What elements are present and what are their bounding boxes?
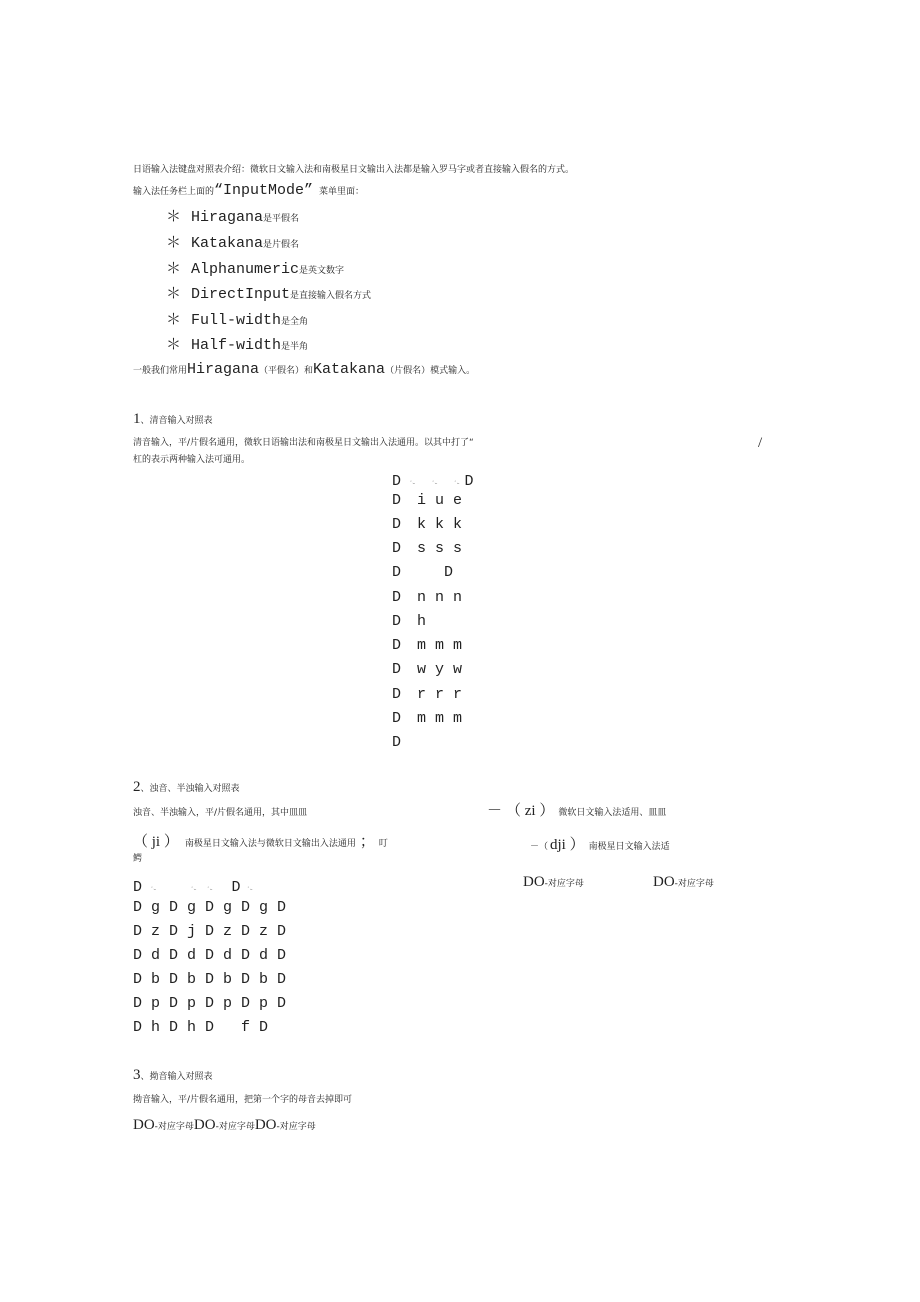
head-mark: ﾞｰ — [191, 887, 197, 893]
zi-dash: － — [487, 803, 503, 819]
row-letters: m m m — [417, 710, 463, 727]
row-letters: D — [417, 564, 454, 581]
dakuon-row: D g D g D g D g D — [133, 899, 287, 916]
mode-item — [166, 313, 308, 328]
usual-mode-line — [133, 362, 475, 377]
section-1-desc-1: 清音输入，平/片假名通用，微软日语输出法和南极星日文输出入法通用。以其中打了“ — [133, 438, 474, 448]
dakuon-row: D z D j D z D z D — [133, 923, 287, 940]
row-lead: D — [392, 637, 402, 654]
kana-row — [392, 660, 462, 677]
row-letters: k k k — [417, 516, 463, 533]
kana-row — [392, 709, 462, 726]
usual-mid: （平假名）和 — [259, 366, 314, 376]
header-mark: ﾞｰ — [454, 481, 460, 487]
section-2-heading — [133, 780, 240, 795]
section-1-desc-2: 杠的表示两种输入法可通用。 — [133, 455, 251, 465]
section-3-title: 、拗音输入对照表 — [140, 1072, 213, 1082]
usual-term-hiragana: Hiragana — [187, 361, 260, 378]
col-b-code: DO — [653, 874, 675, 890]
row-lead: D — [392, 492, 402, 509]
bullet-star-icon: ＊ — [166, 286, 182, 303]
header-mark: ﾞｰ — [410, 481, 416, 487]
kana-row — [392, 733, 417, 750]
zi-note — [487, 804, 666, 819]
row-letters: s s s — [417, 540, 463, 557]
mode-term: DirectInput — [191, 286, 291, 303]
section-3-desc: 拗音输入，平/片假名通用，把第一个字的母音去掉即可 — [133, 1095, 353, 1105]
row-letters: m m m — [417, 637, 463, 654]
kana-row — [392, 636, 462, 653]
ji-note — [133, 835, 388, 850]
bullet-star-icon: ＊ — [166, 235, 182, 252]
mode-term: Katakana — [191, 235, 264, 252]
usual-pre: 一般我们常用 — [133, 366, 188, 376]
kana-row — [392, 563, 453, 580]
youon-code: DO — [133, 1117, 155, 1133]
dakuon-head-mid: D — [231, 879, 241, 896]
dji-note — [530, 838, 670, 853]
dakuon-row: D b D b D b D b D — [133, 971, 287, 988]
intro-line-2-pre: 输入法任务栏上面的 — [133, 187, 215, 197]
bullet-star-icon: ＊ — [166, 312, 182, 329]
row-lead: D — [392, 540, 402, 557]
row-lead: D — [392, 710, 402, 727]
head-mark: ﾞｰ — [207, 887, 213, 893]
section-1-number: 1 — [133, 411, 141, 427]
slash-mark: / — [758, 435, 763, 451]
row-letters: i u e — [417, 492, 463, 509]
mode-term: Half-width — [191, 337, 282, 354]
kana-row — [392, 588, 462, 605]
ji-desc: 南极星日文输入法与微软日文输出入法通用 — [184, 839, 356, 849]
mode-item — [166, 236, 299, 251]
kana-row — [392, 491, 462, 508]
row-lead: D — [392, 661, 402, 678]
mode-term: Full-width — [191, 312, 282, 329]
bullet-star-icon: ＊ — [166, 261, 182, 278]
youon-code: DO — [254, 1117, 277, 1133]
mode-term: Hiragana — [191, 209, 264, 226]
mode-term: Alphanumeric — [191, 261, 300, 278]
youon-desc: -对应字母 — [276, 1122, 316, 1132]
bullet-star-icon: ＊ — [166, 337, 182, 354]
usual-post: （片假名）模式输入。 — [385, 366, 476, 376]
row-lead: D — [392, 564, 402, 581]
zi-term: （ zi ） — [506, 803, 555, 819]
semicolon: ； — [359, 834, 375, 850]
mode-item — [166, 338, 308, 353]
mode-item — [166, 287, 371, 302]
youon-code: DO — [193, 1117, 216, 1133]
ji-term: （ ji ） — [133, 834, 179, 850]
row-letters: n n n — [417, 589, 463, 606]
mode-item — [166, 210, 299, 225]
dakuon-row: D d D d D d D d D — [133, 947, 287, 964]
row-lead: D — [392, 613, 402, 630]
row-lead: D — [392, 686, 402, 703]
mode-desc: 是平假名 — [263, 214, 300, 224]
intro-line-2 — [133, 183, 364, 198]
dji-desc: 南极星日文输入法适 — [588, 842, 670, 852]
col-a-desc: -对应字母 — [544, 879, 584, 889]
bullet-star-icon: ＊ — [166, 209, 182, 226]
mode-desc: 是片假名 — [263, 240, 300, 250]
section-2-desc-1: 浊音、半浊输入，平/片假名通用，其中皿皿 — [133, 808, 308, 818]
kana-row — [392, 515, 462, 532]
head-mark: ﾞｰ — [247, 887, 253, 893]
kana-row — [392, 539, 462, 556]
youon-header — [133, 1118, 316, 1133]
intro-line-2-post: 菜单里面： — [319, 187, 365, 197]
intro-line-1: 日语输入法键盘对照表介绍：微软日文输入法和南极星日文输出入法都是输入罗马字或者直接输入假名的方式。 — [133, 165, 575, 175]
youon-desc: -对应字母 — [215, 1122, 255, 1132]
col-b-header — [653, 875, 714, 890]
dakuon-header — [133, 878, 253, 895]
header-right: D — [464, 473, 474, 490]
row-letters: w y w — [417, 661, 463, 678]
kana-table-header — [392, 472, 473, 489]
section-3-heading — [133, 1068, 213, 1083]
usual-term-katakana: Katakana — [313, 361, 386, 378]
header-mark: ﾞｰ — [432, 481, 438, 487]
input-mode-term: “InputMode” — [214, 182, 314, 199]
mode-desc: 是直接输入假名方式 — [290, 291, 372, 301]
header-left: D — [392, 473, 402, 490]
youon-desc: -对应字母 — [154, 1122, 194, 1132]
section-2-next-line: 鳄 — [133, 854, 143, 864]
row-letters: r r r — [417, 686, 463, 703]
section-1-heading — [133, 412, 213, 427]
dakuon-row: D h D h D f D — [133, 1019, 269, 1036]
col-a-header — [523, 875, 584, 890]
row-lead: D — [392, 516, 402, 533]
mode-desc: 是英文数字 — [299, 266, 345, 276]
row-lead: D — [392, 589, 402, 606]
dji-dash: －（ — [530, 842, 549, 852]
ji-tail: 叮 — [378, 839, 388, 849]
mode-desc: 是全角 — [281, 317, 309, 327]
row-letters: h — [417, 613, 427, 630]
col-b-desc: -对应字母 — [674, 879, 714, 889]
row-lead: D — [392, 734, 402, 751]
head-mark: ﾞｰ — [151, 887, 157, 893]
dji-term: dji ） — [550, 837, 585, 853]
zi-desc: 微软日文输入法适用、皿皿 — [558, 808, 667, 818]
section-1-title: 、清音输入对照表 — [140, 416, 213, 426]
section-2-number: 2 — [133, 779, 141, 795]
dakuon-head-left: D — [133, 879, 143, 896]
kana-row — [392, 685, 462, 702]
mode-desc: 是半角 — [281, 342, 309, 352]
col-a-code: DO — [523, 874, 545, 890]
kana-row — [392, 612, 426, 629]
section-3-number: 3 — [133, 1067, 141, 1083]
mode-item — [166, 262, 344, 277]
section-2-title: 、浊音、半浊输入对照表 — [140, 784, 240, 794]
dakuon-row: D p D p D p D p D — [133, 995, 287, 1012]
